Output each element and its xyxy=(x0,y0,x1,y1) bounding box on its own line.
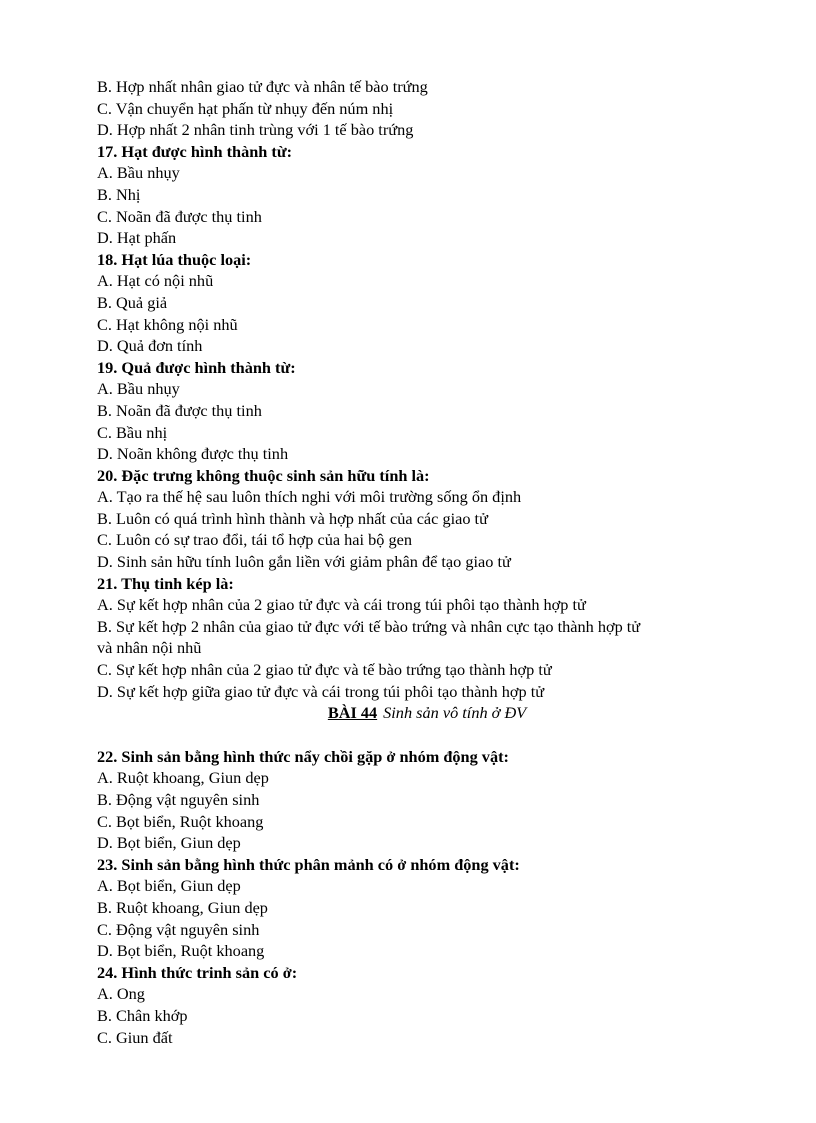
question-heading: 19. Quả được hình thành từ: xyxy=(97,357,296,377)
questions-section-top xyxy=(97,76,757,702)
answer-option: A. Bầu nhụy xyxy=(97,163,180,183)
question-heading: 17. Hạt được hình thành từ: xyxy=(97,141,293,161)
answer-option: C. Hạt không nội nhũ xyxy=(97,314,238,334)
answer-option: B. Hợp nhất nhân giao tử đực và nhân tế bào trứng xyxy=(97,77,428,96)
lesson-subtitle: Sinh sản vô tính ở ĐV xyxy=(383,703,527,723)
blank-line xyxy=(97,724,757,746)
answer-option: D. Bọt biển, Giun dẹp xyxy=(97,833,241,853)
answer-option: C. Bầu nhị xyxy=(97,422,168,442)
answer-option: C. Động vật nguyên sinh xyxy=(97,919,260,939)
answer-option: B. Noãn đã được thụ tinh xyxy=(97,400,262,420)
answer-option: và nhân nội nhũ xyxy=(97,638,202,658)
question-heading: 22. Sinh sản bằng hình thức nẩy chồi gặp ở nhóm động vật: xyxy=(97,746,509,766)
answer-option: D. Noãn không được thụ tinh xyxy=(97,444,289,464)
question-heading: 20. Đặc trưng không thuộc sinh sản hữu tính là: xyxy=(97,465,430,485)
question-heading: 18. Hạt lúa thuộc loại: xyxy=(97,249,252,269)
lesson-number: BÀI 44 xyxy=(327,703,378,723)
answer-option: A. Sự kết hợp nhân của 2 giao tử đực và cái trong túi phôi tạo thành hợp tử xyxy=(97,595,586,615)
answer-option: A. Tạo ra thế hệ sau luôn thích nghi với môi trường sống ổn định xyxy=(97,487,522,507)
answer-option: B. Quả giả xyxy=(97,292,168,312)
answer-option: D. Sự kết hợp giữa giao tử đực và cái trong túi phôi tạo thành hợp tử xyxy=(97,681,545,701)
answer-option: B. Sự kết hợp 2 nhân của giao tử đực với tế bào trứng và nhân cực tạo thành hợp tử xyxy=(97,616,641,636)
questions-section-bottom xyxy=(97,746,757,1048)
question-heading: 24. Hình thức trinh sản có ở: xyxy=(97,962,298,982)
answer-option: B. Chân khớp xyxy=(97,1005,188,1025)
section-heading xyxy=(97,702,757,724)
answer-option: C. Luôn có sự trao đổi, tái tổ hợp của hai bộ gen xyxy=(97,530,412,550)
answer-option: A. Ong xyxy=(97,984,145,1004)
answer-option: B. Nhị xyxy=(97,184,141,204)
answer-option: B. Động vật nguyên sinh xyxy=(97,790,260,809)
answer-option: C. Bọt biển, Ruột khoang xyxy=(97,811,264,831)
answer-option: A. Bọt biển, Giun dẹp xyxy=(97,876,241,896)
answer-option: D. Quả đơn tính xyxy=(97,336,203,356)
answer-option: D. Sinh sản hữu tính luôn gắn liền với giảm phân để tạo giao tử xyxy=(97,552,511,572)
answer-option: B. Luôn có quá trình hình thành và hợp nhất của các giao tử xyxy=(97,508,488,528)
answer-option: B. Ruột khoang, Giun dẹp xyxy=(97,897,268,917)
answer-option: A. Bầu nhụy xyxy=(97,379,180,399)
answer-option: C. Sự kết hợp nhân của 2 giao tử đực và tế bào trứng tạo thành hợp tử xyxy=(97,660,552,680)
answer-option: C. Noãn đã được thụ tinh xyxy=(97,206,262,226)
answer-option: D. Hợp nhất 2 nhân tinh trùng với 1 tế bào trứng xyxy=(97,120,414,140)
answer-option: A. Ruột khoang, Giun dẹp xyxy=(97,768,269,788)
answer-option: C. Giun đất xyxy=(97,1027,173,1047)
document-page xyxy=(97,76,757,1048)
answer-option: D. Hạt phấn xyxy=(97,228,177,248)
answer-option: D. Bọt biển, Ruột khoang xyxy=(97,941,265,961)
question-heading: 23. Sinh sản bằng hình thức phân mảnh có ở nhóm động vật: xyxy=(97,854,520,874)
question-heading: 21. Thụ tinh kép là: xyxy=(97,573,234,593)
answer-option: C. Vận chuyển hạt phấn từ nhụy đến núm nhị xyxy=(97,98,394,118)
answer-option: A. Hạt có nội nhũ xyxy=(97,271,214,291)
